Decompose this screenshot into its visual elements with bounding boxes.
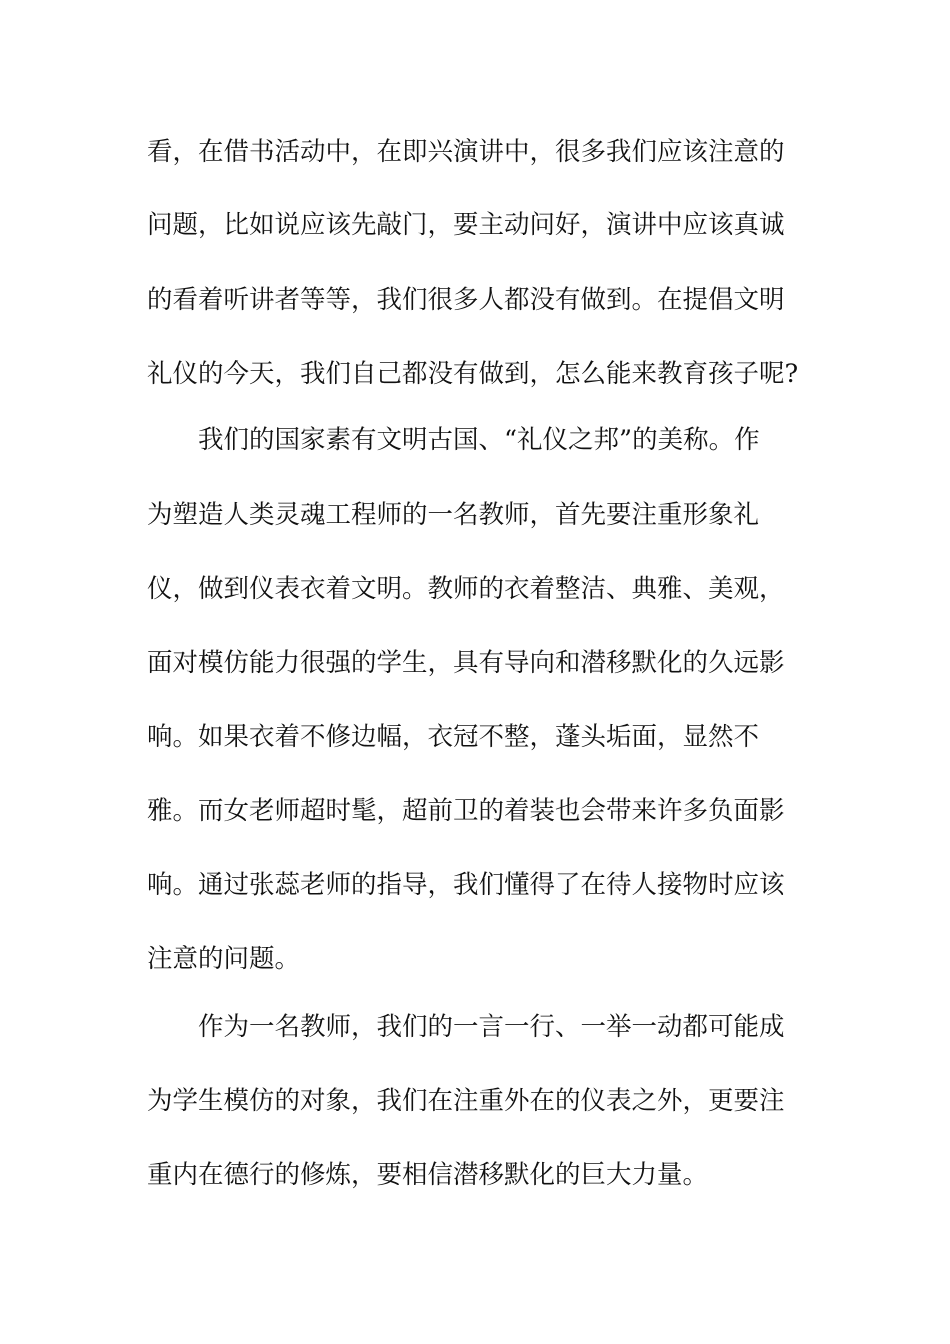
text-line: 问题，比如说应该先敲门，要主动问好，演讲中应该真诚	[147, 210, 785, 240]
text-line: 为学生模仿的对象，我们在注重外在的仪表之外，更要注	[147, 1086, 785, 1116]
text-line: 面对模仿能力很强的学生，具有导向和潜移默化的久远影	[147, 648, 785, 678]
text-line: 重内在德行的修炼，要相信潜移默化的巨大力量。	[147, 1160, 709, 1190]
text-line: 雅。而女老师超时髦，超前卫的着装也会带来许多负面影	[147, 796, 785, 826]
paragraph-start-line: 作为一名教师，我们的一言一行、一举一动都可能成	[198, 1012, 785, 1042]
text-line: 的看着听讲者等等，我们很多人都没有做到。在提倡文明	[147, 285, 785, 315]
text-line: 仪，做到仪表衣着文明。教师的衣着整洁、典雅、美观，	[147, 574, 785, 604]
text-line: 礼仪的今天，我们自己都没有做到，怎么能来教育孩子呢?	[147, 359, 799, 389]
text-line: 注意的问题。	[147, 944, 301, 974]
text-line: 看，在借书活动中，在即兴演讲中，很多我们应该注意的	[147, 137, 785, 167]
text-line: 响。通过张蕊老师的指导，我们懂得了在待人接物时应该	[147, 870, 785, 900]
paragraph-start-line: 我们的国家素有文明古国、“礼仪之邦”的美称。作	[198, 425, 760, 455]
text-line: 为塑造人类灵魂工程师的一名教师，首先要注重形象礼	[147, 500, 760, 530]
text-line: 响。如果衣着不修边幅，衣冠不整，蓬头垢面，显然不	[147, 722, 760, 752]
